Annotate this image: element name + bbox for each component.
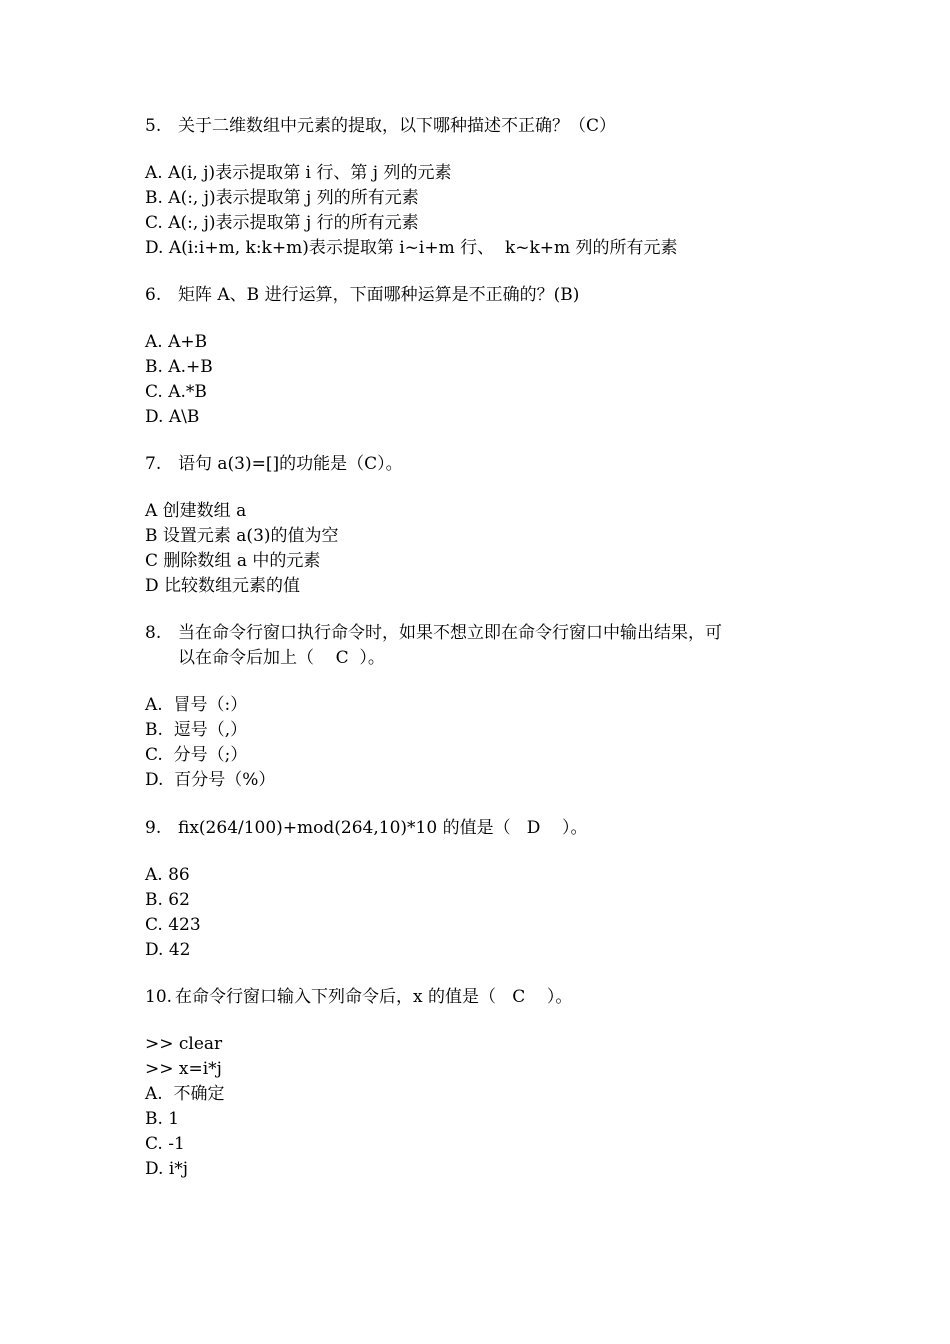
option-b: B. 62	[145, 890, 190, 910]
option-c: C. 分号（;）	[145, 745, 248, 765]
question-text: 在命令行窗口输入下列命令后，x 的值是（ C ）。	[175, 987, 573, 1007]
option-c: C. A.*B	[145, 382, 207, 402]
option-d: D. i*j	[145, 1159, 189, 1179]
option-a: A. A+B	[145, 332, 208, 352]
option-d: D. 百分号（%）	[145, 770, 276, 790]
question-8	[145, 621, 722, 645]
option-d: D. A\B	[145, 407, 200, 427]
question-text: 关于二维数组中元素的提取，以下哪种描述不正确？（C）	[178, 116, 617, 136]
option-c: C. 423	[145, 915, 201, 935]
option-b: B. 逗号（,）	[145, 720, 248, 740]
question-text: 矩阵 A、B 进行运算，下面哪种运算是不正确的？(B)	[178, 285, 580, 305]
question-6	[145, 283, 579, 307]
option-a: A. A(i, j)表示提取第 i 行、第 j 列的元素	[145, 163, 452, 183]
question-text: 语句 a(3)=[]的功能是（C）。	[178, 454, 403, 474]
option-a: A 创建数组 a	[145, 501, 247, 521]
option-d: D. A(i:i+m, k:k+m)表示提取第 i~i+m 行、 k~k+m 列的所有元素	[145, 238, 678, 258]
question-number: 8.	[145, 623, 162, 643]
question-8-continuation: 以在命令后加上（ C ）。	[178, 648, 385, 668]
command-line: >> x=i*j	[145, 1059, 222, 1079]
question-number: 9.	[145, 818, 162, 838]
question-number: 5.	[145, 116, 162, 136]
question-10	[145, 985, 572, 1009]
question-text: fix(264/100)+mod(264,10)*10 的值是（ D ）。	[178, 818, 588, 838]
question-number: 10.	[145, 987, 173, 1007]
option-b: B. 1	[145, 1109, 180, 1129]
question-9	[145, 816, 588, 840]
option-c: C 删除数组 a 中的元素	[145, 551, 321, 571]
option-a: A. 不确定	[145, 1084, 225, 1104]
option-a: A. 冒号（:）	[145, 695, 248, 715]
option-d: D 比较数组元素的值	[145, 576, 301, 596]
option-c: C. A(:, j)表示提取第 j 行的所有元素	[145, 213, 419, 233]
option-a: A. 86	[145, 865, 190, 885]
option-b: B. A.+B	[145, 357, 213, 377]
question-text: 当在命令行窗口执行命令时，如果不想立即在命令行窗口中输出结果，可	[178, 623, 722, 643]
question-7	[145, 452, 403, 476]
question-number: 7.	[145, 454, 162, 474]
question-5	[145, 114, 616, 138]
question-number: 6.	[145, 285, 162, 305]
option-b: B 设置元素 a(3)的值为空	[145, 526, 339, 546]
option-d: D. 42	[145, 940, 191, 960]
command-line: >> clear	[145, 1034, 223, 1054]
option-c: C. -1	[145, 1134, 185, 1154]
option-b: B. A(:, j)表示提取第 j 列的所有元素	[145, 188, 419, 208]
